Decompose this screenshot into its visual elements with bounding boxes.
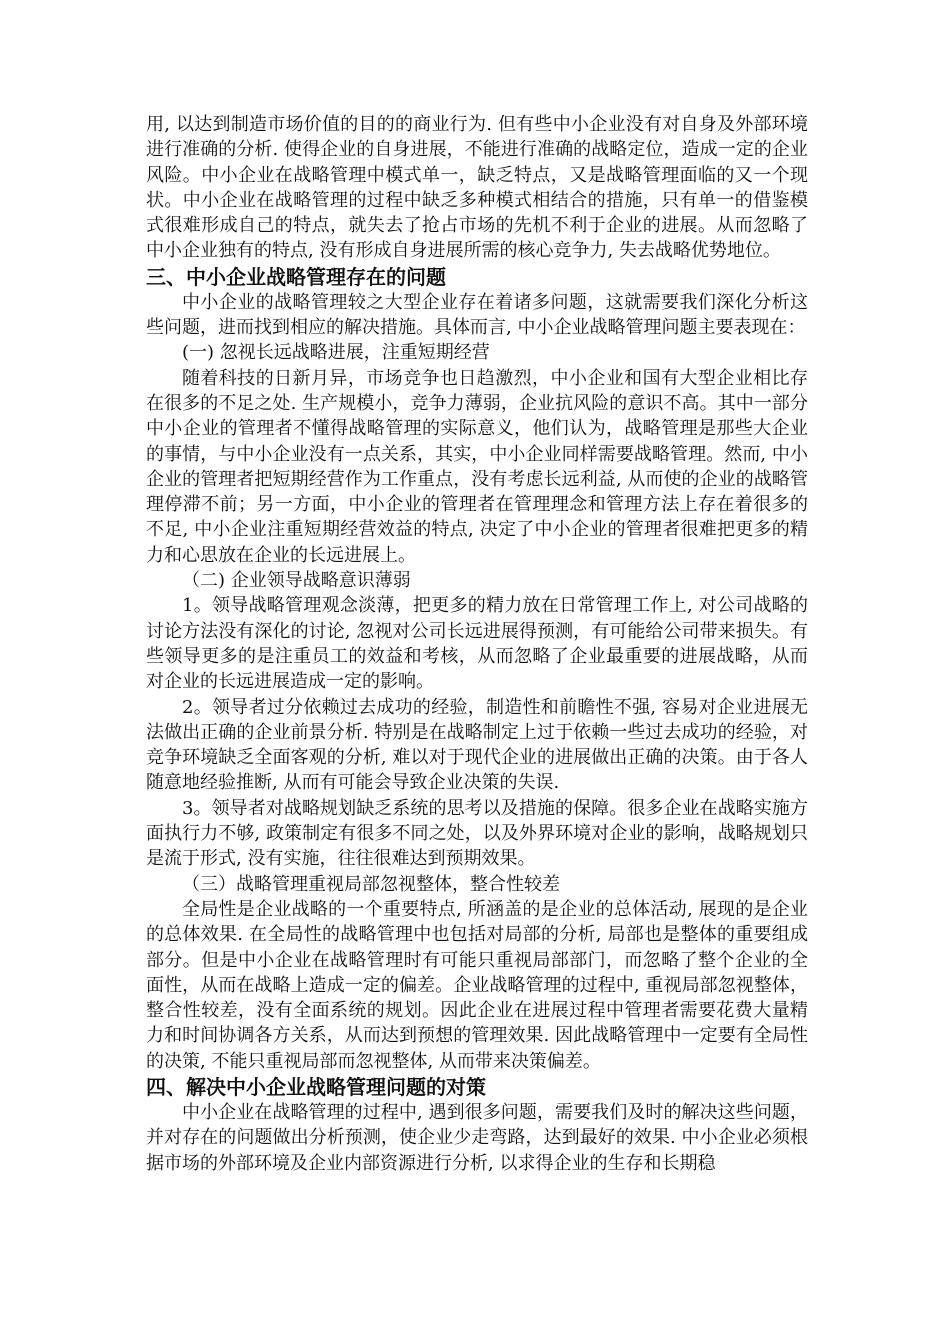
section-heading-4: 四、解决中小企业战略管理问题的对策 (146, 1074, 486, 1099)
paragraph: 全局性是企业战略的一个重要特点, 所涵盖的是企业的总体活动, 展现的是企业的总体效果. 在全局性的战略管理中也包括对局部的分析, 局部也是整体的重要组成部分。但是中小企业在战略管理时有可能只重视局部部门，而忽略了整个企业的全面性，从而在战略上造成一定的偏差。企业战略管理的过程中, 重视局部忽视整体，整合性较差，没有全面系统的规划。因此企业在进展过程中管理者需要花费大量精力和时间协调各方关系，从而达到预想的管理效果. 因此战略管理中一定要有全局性的决策, 不能只重视局部而忽视整体, 从而带来决策偏差。 (146, 898, 808, 1072)
section-heading-3: 三、中小企业战略管理存在的问题 (146, 264, 446, 289)
paragraph: 1。领导战略管理观念淡薄，把更多的精力放在日常管理工作上, 对公司战略的讨论方法没有深化的讨论, 忽视对公司长远进展得预测，有可能给公司带来损失。有些领导更多的是注重员工的效益和考核，从而忽略了企业最重要的进展战略，从而对企业的长远进展造成一定的影响。 (146, 595, 808, 693)
paragraph: 2。领导者过分依赖过去成功的经验，制造性和前瞻性不强, 容易对企业进展无法做出正确的企业前景分析. 特别是在战略制定上过于依赖一些过去成功的经验，对竞争环境缺乏全面客观的分析, 难以对于现代企业的进展做出正确的决策。由于各人随意地经验推断, 从而有可能会导致企业决策的失误. (146, 696, 808, 794)
paragraph: 3。领导者对战略规划缺乏系统的思考以及措施的保障。很多企业在战略实施方面执行力不够, 政策制定有很多不同之处，以及外界环境对企业的影响，战略规划只是流于形式, 没有实施，往往很难达到预期效果。 (146, 797, 808, 870)
document-page (146, 112, 808, 1176)
subheading-1: (一) 忽视长远战略进展，注重短期经营 (182, 342, 490, 364)
subheading-3: （三）战略管理重视局部忽视整体，整合性较差 (182, 873, 560, 895)
subheading-2: （二) 企业领导战略意识薄弱 (182, 570, 411, 592)
paragraph: 用, 以达到制造市场价值的目的的商业行为. 但有些中小企业没有对自身及外部环境进行准确的分析. 使得企业的自身进展，不能进行准确的战略定位，造成一定的企业风险。中小企业在战略管理中模式单一，缺乏特点，又是战略管理面临的又一个现状。中小企业在战略管理的过程中缺乏多种模式相结合的措施，只有单一的借鉴模式很难形成自己的特点，就失去了抢占市场的先机不利于企业的进展。从而忽略了中小企业独有的特点, 没有形成自身进展所需的核心竞争力, 失去战略优势地位。 (146, 114, 808, 262)
paragraph: 中小企业在战略管理的过程中, 遇到很多问题，需要我们及时的解决这些问题，并对存在的问题做出分析预测，使企业少走弯路，达到最好的效果. 中小企业必须根据市场的外部环境及企业内部资源进行分析, 以求得企业的生存和长期稳 (146, 1101, 808, 1174)
paragraph: 随着科技的日新月异，市场竞争也日趋激烈，中小企业和国有大型企业相比存在很多的不足之处. 生产规模小，竞争力薄弱，企业抗风险的意识不高。其中一部分中小企业的管理者不懂得战略管理的实际意义，他们认为，战略管理是那些大企业的事情，与中小企业没有一点关系，其实，中小企业同样需要战略管理。然而, 中小企业的管理者把短期经营作为工作重点，没有考虑长远利益, 从而使的企业的战略管理停滞不前；另一方面，中小企业的管理者在管理理念和管理方法上存在着很多的不足, 中小企业注重短期经营效益的特点, 决定了中小企业的管理者很难把更多的精力和心思放在企业的长远进展上。 (146, 367, 808, 566)
paragraph: 中小企业的战略管理较之大型企业存在着诸多问题，这就需要我们深化分析这些问题，进而找到相应的解决措施。具体而言, 中小企业战略管理问题主要表现在： (146, 291, 808, 339)
